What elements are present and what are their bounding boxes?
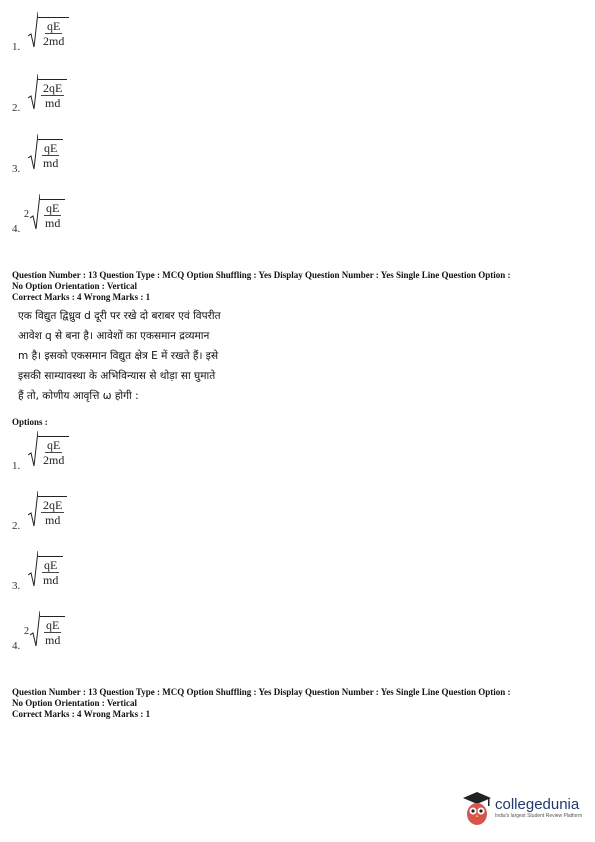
- question-meta-line: Question Number : 13 Question Type : MCQ Option Shuffling : Yes Display Question Number : Yes Single Line Question Option :: [12, 687, 511, 697]
- question-meta: [12, 270, 587, 303]
- question-text-line: एक विद्युत द्विध्रुव d दूरी पर रखे दो बराबर एवं विपरीत: [18, 310, 221, 322]
- radical-sign-icon: [28, 134, 38, 170]
- numerator: qE: [47, 438, 61, 452]
- graduate-owl-icon: [462, 790, 492, 826]
- formula-sqrt: [28, 431, 69, 467]
- option-number: 2.: [12, 520, 21, 532]
- denominator: md: [43, 573, 59, 587]
- denominator: md: [45, 513, 61, 527]
- coefficient: 2: [24, 209, 29, 220]
- numerator: 2qE: [43, 81, 63, 95]
- radical-sign-icon: [28, 551, 38, 587]
- denominator: 2md: [43, 34, 65, 48]
- numerator: qE: [46, 201, 60, 215]
- formula-sqrt: [28, 74, 67, 110]
- radical-sign-icon: [28, 74, 38, 110]
- options-label: Options :: [12, 417, 48, 427]
- formula-sqrt: [28, 551, 63, 587]
- numerator: qE: [46, 618, 60, 632]
- question-marks: Correct Marks : 4 Wrong Marks : 1: [12, 292, 151, 302]
- radical-sign-icon: [28, 12, 38, 48]
- coefficient: 2: [24, 626, 29, 637]
- numerator: 2qE: [43, 498, 63, 512]
- question-meta-line: No Option Orientation : Vertical: [12, 698, 137, 708]
- option-number: 2.: [12, 102, 21, 114]
- collegedunia-logo: [462, 788, 587, 828]
- denominator: md: [43, 156, 59, 170]
- option-number: 3.: [12, 580, 21, 592]
- question-marks: Correct Marks : 4 Wrong Marks : 1: [12, 709, 151, 719]
- denominator: md: [45, 633, 61, 647]
- option-number: 4.: [12, 223, 21, 235]
- logo-name: collegedunia: [495, 795, 580, 813]
- question-meta-line: No Option Orientation : Vertical: [12, 281, 137, 291]
- question-text-line: आवेश q से बना है। आवेशों का एकसमान द्रव्यमान: [18, 330, 210, 342]
- formula-sqrt: [28, 12, 69, 48]
- radical-sign-icon: [28, 491, 38, 527]
- denominator: md: [45, 216, 61, 230]
- logo-tagline: India's largest Student Review Platform: [495, 812, 583, 819]
- question-meta: [12, 687, 587, 720]
- denominator: 2md: [43, 453, 65, 467]
- question-text-line: इसकी साम्यावस्था के अभिविन्यास से थोड़ा सा घुमाते: [18, 370, 216, 382]
- question-meta-line: Question Number : 13 Question Type : MCQ Option Shuffling : Yes Display Question Number : Yes Single Line Question Option :: [12, 270, 511, 280]
- numerator: qE: [44, 558, 58, 572]
- numerator: qE: [44, 141, 58, 155]
- formula-sqrt: [28, 491, 67, 527]
- option-number: 3.: [12, 163, 21, 175]
- formula-sqrt: [28, 134, 63, 170]
- option-number: 1.: [12, 41, 21, 53]
- radical-sign-icon: [28, 431, 38, 467]
- radical-sign-icon: [30, 611, 40, 647]
- radical-sign-icon: [30, 194, 40, 230]
- formula-sqrt: [24, 611, 65, 647]
- denominator: md: [45, 96, 61, 110]
- option-number: 4.: [12, 640, 21, 652]
- numerator: qE: [47, 19, 61, 33]
- question-text-line: m है। इसको एकसमान विद्युत क्षेत्र E में रखते हैं। इसे: [18, 350, 219, 362]
- formula-sqrt: [24, 194, 65, 230]
- question-text: [18, 306, 263, 406]
- option-number: 1.: [12, 460, 21, 472]
- question-text-line: हैं तो, कोणीय आवृत्ति ω होगी :: [18, 390, 139, 402]
